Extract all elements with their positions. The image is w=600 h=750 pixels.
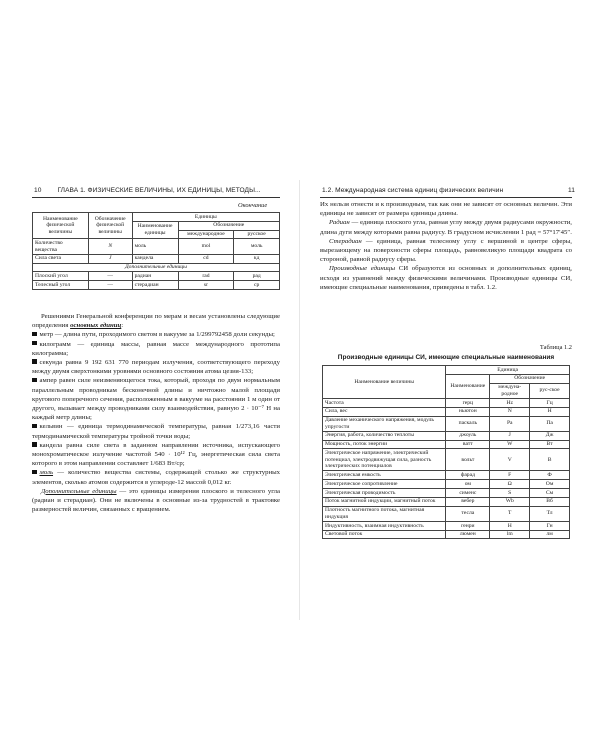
right-page <box>300 0 600 750</box>
table-continuation-caption: Окончание <box>238 202 268 209</box>
cell-unit: стерадиан <box>132 281 178 290</box>
table-subheader: Дополнительные единицы <box>33 263 280 272</box>
derived-term: Производные единицы <box>329 265 396 273</box>
cell-intl: lm <box>490 530 530 539</box>
table-row <box>323 440 570 449</box>
cell-unit: радиан <box>132 272 178 281</box>
cell-name: Телесный угол <box>33 281 89 290</box>
cell-unit: джоуль <box>446 431 490 440</box>
cell-intl: rad <box>178 272 234 281</box>
right-header-rule <box>320 197 572 198</box>
cell-rus: ср <box>234 281 280 290</box>
list-item: кандела равна силе света в заданном направлении источника, испускающего монохроматическое излучение частотой 540 · 10¹² Гц, энергетическая сила света которого в этом направлении составляет 1/683 Вт/ср; <box>32 441 280 468</box>
cell-intl: F <box>490 471 530 480</box>
cell-unit: моль <box>132 239 178 254</box>
bullet-icon <box>32 378 37 383</box>
cell-name: Частота <box>323 398 446 407</box>
th-quantity-symbol: Обозначение физической величины <box>88 213 132 239</box>
th-quantity-name: Наименование величины <box>323 366 446 399</box>
cell-symbol: — <box>88 272 132 281</box>
cell-rus: рад <box>234 272 280 281</box>
continuation-paragraph: Их нельзя отнести и к производным, так как они не зависят от основных величин. Эти единицы не зависят от размера единицы длины. <box>320 201 572 218</box>
table-row <box>323 407 570 416</box>
cell-name: Электрическое сопротивление <box>323 480 446 489</box>
cell-intl: N <box>490 407 530 416</box>
cell-unit: тесла <box>446 506 490 521</box>
cell-rus: Ом <box>530 480 570 489</box>
right-section-title: 1.2. Международная система единиц физических величин <box>322 187 504 194</box>
list-item: метр — длина пути, проходимого светом в вакууме за 1/299792458 доли секунды; <box>32 330 280 339</box>
cell-rus: Дж <box>530 431 570 440</box>
additional-units-paragraph: Дополнительные единицы — это единицы измерения плоского и телесного угла (радиан и стерадиан). Они не включены в основные из-за трудностей в трактовке размерностей величин, связанных с вращением. <box>32 487 280 514</box>
cell-name: Плотность магнитного потока, магнитная индукция <box>323 506 446 521</box>
table-row <box>323 471 570 480</box>
list-item: ампер равен силе неизменяющегося тока, который, проходя по двум нормальным параллельным проводникам бесконечной длины и ничтожно малой площади кругового поперечного сечения, расположенным в вакууме на расстоянии 1 м один от другого, вызывает между проводниками силу взаимодействия, равную 2 · 10⁻⁷ Н на каждый метр длины; <box>32 377 280 422</box>
right-body-text <box>320 200 572 292</box>
cell-unit: герц <box>446 398 490 407</box>
left-header-rule <box>32 197 280 198</box>
cell-rus: Гц <box>530 398 570 407</box>
cell-intl: cd <box>178 254 234 263</box>
cell-name: Электрическая емкость <box>323 471 446 480</box>
cell-intl: J <box>490 431 530 440</box>
cell-symbol: J <box>88 254 132 263</box>
cell-unit: сименс <box>446 488 490 497</box>
table-row <box>323 449 570 471</box>
table-row <box>323 416 570 431</box>
cell-intl: V <box>490 449 530 471</box>
derived-units-table <box>322 365 570 539</box>
cell-intl: Wb <box>490 497 530 506</box>
list-item: кельвин — единица термодинамической температуры, равная 1/273,16 части термодинамической температуры тройной точки воды; <box>32 423 280 440</box>
cell-symbol: — <box>88 281 132 290</box>
table-row <box>323 488 570 497</box>
bullet-icon <box>32 424 37 429</box>
cell-rus: Па <box>530 416 570 431</box>
table-row <box>33 281 280 290</box>
cell-unit: ом <box>446 480 490 489</box>
cell-name: Электрическая проводимость <box>323 488 446 497</box>
th-quantity-name: Наименование физической величины <box>33 213 89 239</box>
cell-rus: В <box>530 449 570 471</box>
left-body-text <box>32 312 280 514</box>
additional-units-term: Дополнительные единицы <box>41 487 117 495</box>
list-item: моль — количество вещества системы, содержащей столько же структурных элементов, сколько атомов содержится в углероде-12 массой 0,012 кг. <box>32 469 280 486</box>
cell-rus: кд <box>234 254 280 263</box>
cell-name: Световой поток <box>323 530 446 539</box>
cell-rus: Вт <box>530 440 570 449</box>
cell-rus: Вб <box>530 497 570 506</box>
table-row <box>323 497 570 506</box>
cell-rus: моль <box>234 239 280 254</box>
cell-unit: фарад <box>446 471 490 480</box>
table-row <box>33 239 280 254</box>
base-units-term: основных единиц <box>70 322 122 330</box>
table-row <box>33 254 280 263</box>
radian-term: Радиан <box>329 219 350 227</box>
left-chapter-title: ГЛАВА 1. ФИЗИЧЕСКИЕ ВЕЛИЧИНЫ, ИХ ЕДИНИЦЫ, МЕТОДЫ... <box>57 187 261 194</box>
th-designation: Обозначение <box>178 221 279 230</box>
bullet-icon <box>32 332 37 337</box>
cell-intl: H <box>490 521 530 530</box>
steradian-term: Стерадиан <box>329 237 362 245</box>
cell-symbol: N <box>88 239 132 254</box>
table-title: Производные единицы СИ, имеющие специальные наименования <box>337 354 555 361</box>
th-unit-name: Наименование единицы <box>132 221 178 239</box>
cell-rus: Тл <box>530 506 570 521</box>
cell-name: Мощность, поток энергии <box>323 440 446 449</box>
mol-term: моль <box>39 469 54 477</box>
left-running-head <box>34 187 261 194</box>
intro-paragraph: Решениями Генеральной конференции по мерам и весам установлены следующие определения основных единиц: <box>32 313 280 330</box>
th-units: Единица <box>446 366 570 375</box>
cell-rus: Н <box>530 407 570 416</box>
table-row <box>323 506 570 521</box>
table-row <box>323 431 570 440</box>
derived-paragraph: Производные единицы СИ образуются из основных и дополнительных единиц, исходя из уравнений между физическими величинами. Производные единицы СИ, имеющие специальные наименования, приведены в табл. 1.2. <box>320 265 572 291</box>
cell-rus: Гн <box>530 521 570 530</box>
cell-intl: S <box>490 488 530 497</box>
th-designation: Обозначение <box>490 374 570 383</box>
cell-name: Поток магнитной индукции, магнитный поток <box>323 497 446 506</box>
bullet-icon <box>32 470 37 475</box>
th-russian: русское <box>234 230 280 239</box>
table-row <box>323 398 570 407</box>
bullet-icon <box>32 442 37 447</box>
right-page-number: 11 <box>568 187 575 194</box>
cell-name: Сила света <box>33 254 89 263</box>
cell-unit: генри <box>446 521 490 530</box>
table-row <box>323 530 570 539</box>
cell-name: Давление механического напряжения, модуль упругости <box>323 416 446 431</box>
cell-intl: Hz <box>490 398 530 407</box>
list-item: килограмм — единица массы, равная массе международного прототипа килограмма; <box>32 340 280 357</box>
cell-name: Электрическое напряжение, электрический потенциал, электродвижущая сила, разность электрических потенциалов <box>323 449 446 471</box>
th-units: Единицы <box>132 213 279 222</box>
th-international: международное <box>178 230 234 239</box>
cell-intl: mol <box>178 239 234 254</box>
left-page-number: 10 <box>34 187 42 194</box>
base-units-table <box>32 212 280 290</box>
cell-intl: Ω <box>490 480 530 489</box>
cell-name: Сила, вес <box>323 407 446 416</box>
cell-unit: паскаль <box>446 416 490 431</box>
cell-unit: кандела <box>132 254 178 263</box>
cell-name: Плоский угол <box>33 272 89 281</box>
cell-rus: Ф <box>530 471 570 480</box>
cell-name: Количество вещества <box>33 239 89 254</box>
table-row <box>323 521 570 530</box>
steradian-paragraph: Стерадиан — единица, равная телесному углу с вершиной в центре сферы, вырезающему на поверхности сферы площадь, равновеликую площади квадрата со стороной, равной радиусу сферы. <box>320 237 572 264</box>
cell-unit: люмен <box>446 530 490 539</box>
cell-unit: вебер <box>446 497 490 506</box>
th-russian: рус-ское <box>530 383 570 398</box>
bullet-icon <box>32 341 37 346</box>
cell-unit: ньютон <box>446 407 490 416</box>
table-row <box>323 480 570 489</box>
cell-intl: sr <box>178 281 234 290</box>
radian-paragraph: Радиан — единица плоского угла, равная углу между двумя радиусами окружности, длина дуги между которыми равна радиусу. В градусном исчислении 1 рад = 57°17′45″. <box>320 219 572 236</box>
bullet-icon <box>32 359 37 364</box>
cell-rus: лм <box>530 530 570 539</box>
cell-name: Индуктивность, взаимная индуктивность <box>323 521 446 530</box>
cell-unit: вольт <box>446 449 490 471</box>
list-item: секунда равна 9 192 631 770 периодам излучения, соответствующего переходу между двумя сверхтонкими уровнями основного состояния атома цезия-133; <box>32 359 280 376</box>
cell-rus: См <box>530 488 570 497</box>
th-international: междуна-родное <box>490 383 530 398</box>
cell-unit: ватт <box>446 440 490 449</box>
table-row <box>33 272 280 281</box>
cell-name: Энергия, работа, количество теплоты <box>323 431 446 440</box>
cell-intl: W <box>490 440 530 449</box>
cell-intl: T <box>490 506 530 521</box>
cell-intl: Pa <box>490 416 530 431</box>
table-label: Таблица 1.2 <box>539 344 572 351</box>
right-running-head <box>322 187 575 194</box>
th-unit-name: Наименование <box>446 374 490 398</box>
